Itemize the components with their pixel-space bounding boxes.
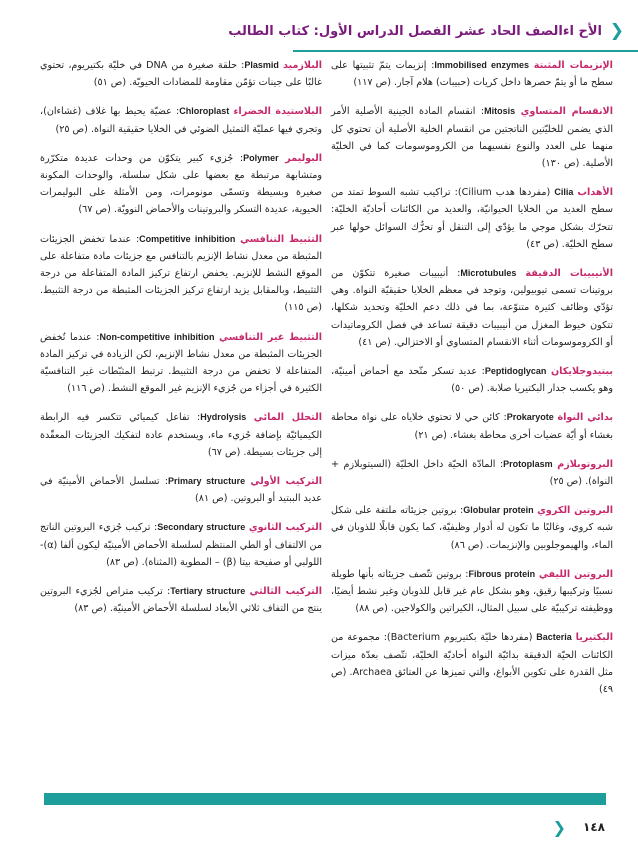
glossary-definition: (مفردها هدب Cilium): تراكيب تشبه السوط تمتد من سطح العديد من الخلايا الحيوانيّة، والعديد من الكائنات أحاديّة الخليّة: تتحرّك بشكل موجي ما يؤدّي إلى التنقل أو تحرُّك السوائل حولها عبر سطح الخليّة. (ص ٤٣) xyxy=(331,187,613,250)
glossary-definition: : إنزيمات يتمّ تثبيتها على سطح ما أو يتمّ حصرها داخل كريات (حبيبات) هلام آجار. (ص ١١٧) xyxy=(331,60,613,89)
glossary-entry xyxy=(331,456,613,490)
glossary-definition: (مفردها خليّة بكتيريوم Bacterium): مجموعة من الكائنات الحيّة الدقيقة بدائيّة النواة أحاديّة الخليّة، تتّصف بعدّة ميزات مثل القدرة على تكوين الأبواغ، والتي تميزها عن العتائق Archaea. (ص ٤٩) xyxy=(331,632,613,696)
glossary-definition: : أنيبيبات صغيرة تتكوّن من بروتينات تسمى تيوبيولين، وتوجد في معظم الخلايا حقيقيّة النواة. وهي تؤدّي وظائف كثيرة متنوّعة، بما في ذلك دعم الخليّة وتحديد شكلها، تتكون خيوط المغزل من أنيبيبات دقيقة تساعد في فصل الكروماتيدات أو الكروموسومات أثناء الانقسام المتساوي أو الاختزالي. (ص ٤١) xyxy=(331,268,613,348)
glossary-entry xyxy=(331,265,613,351)
glossary-entry xyxy=(40,57,322,91)
glossary-column-right xyxy=(331,57,613,710)
glossary-definition: : عندما تُخفض الجزيئات المثبطة من معدل نشاط الإنزيم، لكن الزيادة في تركيز المادة المتفاعلة لا تخفض من درجة التثبيط. ترتبط المثبّطات غير التنافسيّة الكثيرة في أجزاء من جُزيء الإنزيم غير الموقع النشط. (ص ١١٦) xyxy=(40,331,322,395)
glossary-entry xyxy=(40,473,322,507)
glossary-term-english: Non-competitive inhibition xyxy=(99,331,215,342)
glossary-term-english: Mitosis xyxy=(484,106,516,117)
glossary-entry xyxy=(40,103,322,137)
glossary-definition: : المادّة الحيّة داخل الخليّة (السيتوبلازم + النواة). (ص ٢٥) xyxy=(331,458,613,488)
glossary-entry xyxy=(331,103,613,172)
glossary-term-english: Secondary structure xyxy=(157,522,246,533)
glossary-entry xyxy=(331,363,613,397)
glossary-entry xyxy=(331,409,613,443)
glossary-term: التحلل المائي xyxy=(253,412,322,424)
glossary-definition: : جُزيء كبير يتكوّن من وحدات عديدة متكرّرة ومتشابهة مرتبطة مع بعضها على شكل سلسلة، والوحدات المكونة صغيرة وبسيطة وتسمّى مونومرات، ومن الأمثلة على البوليمرات الحيوية، عديدة التسكر والبروتينات والأحماض النوويّة. (ص ٦٧) xyxy=(40,152,322,216)
glossary-term: البروتين الليفي xyxy=(538,568,613,580)
glossary-term-english: Plasmid xyxy=(244,60,279,70)
glossary-definition: : تفاعل كيميائي تتكسر فيه الرابطة الكيميائيّة بإضافة جُزيء ماء، ويستخدم عادة لتفكيك الجزيئات المعقّدة إلى جزيئات بسيطة. (ص ٦٧) xyxy=(40,412,322,458)
glossary-term: البروتين الكروي xyxy=(537,505,613,517)
glossary-term: الأهداب xyxy=(577,187,613,199)
glossary-definition: : انقسام المادة الجينية الأصلية الأمر الذي يضمن للخليّتين الناتجتين من انقسام الخلية الأصلية أن تحتوي كل منهما على العدد والنوع نفسيهما من الكروموسومات كما في الخليّة الأصلية. (ص ١٣٠) xyxy=(331,106,613,170)
glossary-entry xyxy=(40,329,322,398)
glossary-term: البوليمر xyxy=(285,152,322,164)
glossary-entry xyxy=(331,184,613,253)
header-rule xyxy=(293,50,638,52)
glossary-entry xyxy=(40,231,322,317)
glossary-term: الانقسام المتساوي xyxy=(520,106,613,118)
glossary-entry xyxy=(331,502,613,554)
glossary-entry xyxy=(331,57,613,91)
glossary-definition: : عضيّة يحيط بها غلاف (غشاءان)، وتجري فيها عمليّة التمثيل الضوئي في الخلايا حقيقية النواة. (ص ٢٥) xyxy=(40,106,322,135)
glossary-term-english: Chloroplast xyxy=(179,106,230,117)
glossary-term-english: Bacteria xyxy=(536,632,572,643)
glossary-entry xyxy=(331,629,613,698)
glossary-term-english: Fibrous protein xyxy=(468,568,536,579)
glossary-term: التركيب الأولي xyxy=(250,476,322,488)
page-header xyxy=(228,20,638,46)
glossary-definition: : عندما تخفض الجزيئات المثبطة من معدل نشاط الإنزيم بالتنافس مع جزيئات مادة متفاعلة على الموقع النشط للإنزيم. يخفض ارتفاع تركيز المادة المتفاعلة من درجة التثبيط، وبالمقابل يزيد ارتفاع تركيز الجزيئات المثبطة من درجة التثبيط. (ص ١١٥) xyxy=(40,233,322,314)
glossary-term-english: Polymer xyxy=(243,152,279,163)
glossary-term-english: Globular protein xyxy=(463,505,534,516)
glossary-entry xyxy=(40,519,322,571)
glossary-definition: : عديد تسكر متّحد مع أحماض أمينيّة، وهو يكسب جدار البكتيريا صلابة. (ص ٥٠) xyxy=(331,366,613,395)
glossary-term: الإنزيمات المثبتة xyxy=(533,60,613,71)
glossary-term-english: Tertiary structure xyxy=(170,586,246,597)
glossary-term-english: Hydrolysis xyxy=(200,412,247,423)
glossary-term-english: Microtubules xyxy=(460,268,517,279)
glossary-term-english: Competitive inhibition xyxy=(139,233,236,244)
glossary-definition: : حلقة صغيرة من DNA في خليّة بكتيريوم، تحتوي غالبًا على جينات تؤمّن مقاومة للمضادات الحيويّة. (ص ٥١) xyxy=(40,60,322,89)
glossary-term: التثبيط التنافسي xyxy=(240,233,322,245)
glossary-term: بدائي النواة xyxy=(557,412,613,424)
glossary-term-english: Immobilised enzymes xyxy=(434,60,530,70)
glossary-term: التركيب الثانوي xyxy=(248,522,322,534)
chevron-left-icon: ❮ xyxy=(609,21,624,41)
glossary-term: الأنيبيبات الدقيقة xyxy=(525,268,613,280)
glossary-definition: : تسلسل الأحماض الأمينيّة في عديد الببتيد أو البروتين. (ص ٨١) xyxy=(40,476,322,505)
glossary-entry xyxy=(331,566,613,618)
glossary-term: ببتيدوجلايكان xyxy=(550,366,613,378)
glossary-term: البروتوبلازم xyxy=(557,458,613,470)
glossary-term: التركيب الثالثي xyxy=(249,586,322,598)
glossary-term: البلازميد xyxy=(282,60,322,71)
glossary-definition: : تركيب جُزيء البروتين الناتج من الالتفاف أو الطي المنتظم لسلسلة الأحماض الأمينيّة ليكون ألفا (α)- اللولبي أو صفيحة بيتا (β) – المطوية (المثناة). (ص ٨٣) xyxy=(40,522,322,568)
glossary-column-left xyxy=(40,57,322,629)
glossary-entry xyxy=(40,409,322,461)
glossary-definition: : كائن حي لا تحتوي خلاياه على نواة محاطة بغشاء أو أيّة عضيات أخرى محاطة بغشاء. (ص ٢١) xyxy=(331,412,613,441)
glossary-term-english: Primary structure xyxy=(168,476,246,487)
glossary-entry xyxy=(40,150,322,219)
glossary-definition: : بروتين تتّصف جزيئاته بأنها طويلة نسبيًا وتركيبها رقيق، وهو بشكل عام غير قابل للذوبان وغير نشط أيضيًا، ووظيفته تركيبيّة على سبيل المثال، الكيراتين والكولاجين. (ص ٨٨) xyxy=(331,568,613,615)
page-title: الأح اءالصف الحاد عشر الفصل الدراس الأول: كتاب الطالب xyxy=(228,24,602,39)
glossary-definition: : تركيب متراص لجُزيء البروتين ينتج من التفاف ثلاثي الأبعاد لسلسلة الأحماض الأمينيّة. (ص ٨٣) xyxy=(40,586,322,615)
glossary-term: البلاستيدة الخضراء xyxy=(233,106,322,118)
glossary-definition: : بروتين جزيئاته ملتفة على شكل شبه كروي، وغالبًا ما تكون له أدوار وظيفيّة، كما يكون قابلًا للذوبان في الماء، والهيموجلوبين والإنزيمات. (ص ٨٦) xyxy=(331,505,613,551)
footer-band xyxy=(44,793,606,805)
page-number: ١٤٨ xyxy=(583,820,605,834)
chevron-left-icon: ❮ xyxy=(552,818,566,837)
glossary-term-english: Peptidoglycan xyxy=(484,366,547,377)
glossary-term-english: Protoplasm xyxy=(503,458,553,469)
glossary-term: التثبيط غير التنافسي xyxy=(219,331,322,343)
page-footer xyxy=(0,818,638,836)
glossary-term: البكتيريا xyxy=(575,632,613,644)
glossary-term-english: Prokaryote xyxy=(506,412,554,423)
glossary-entry xyxy=(40,583,322,617)
glossary-term-english: Cilia xyxy=(554,187,574,198)
